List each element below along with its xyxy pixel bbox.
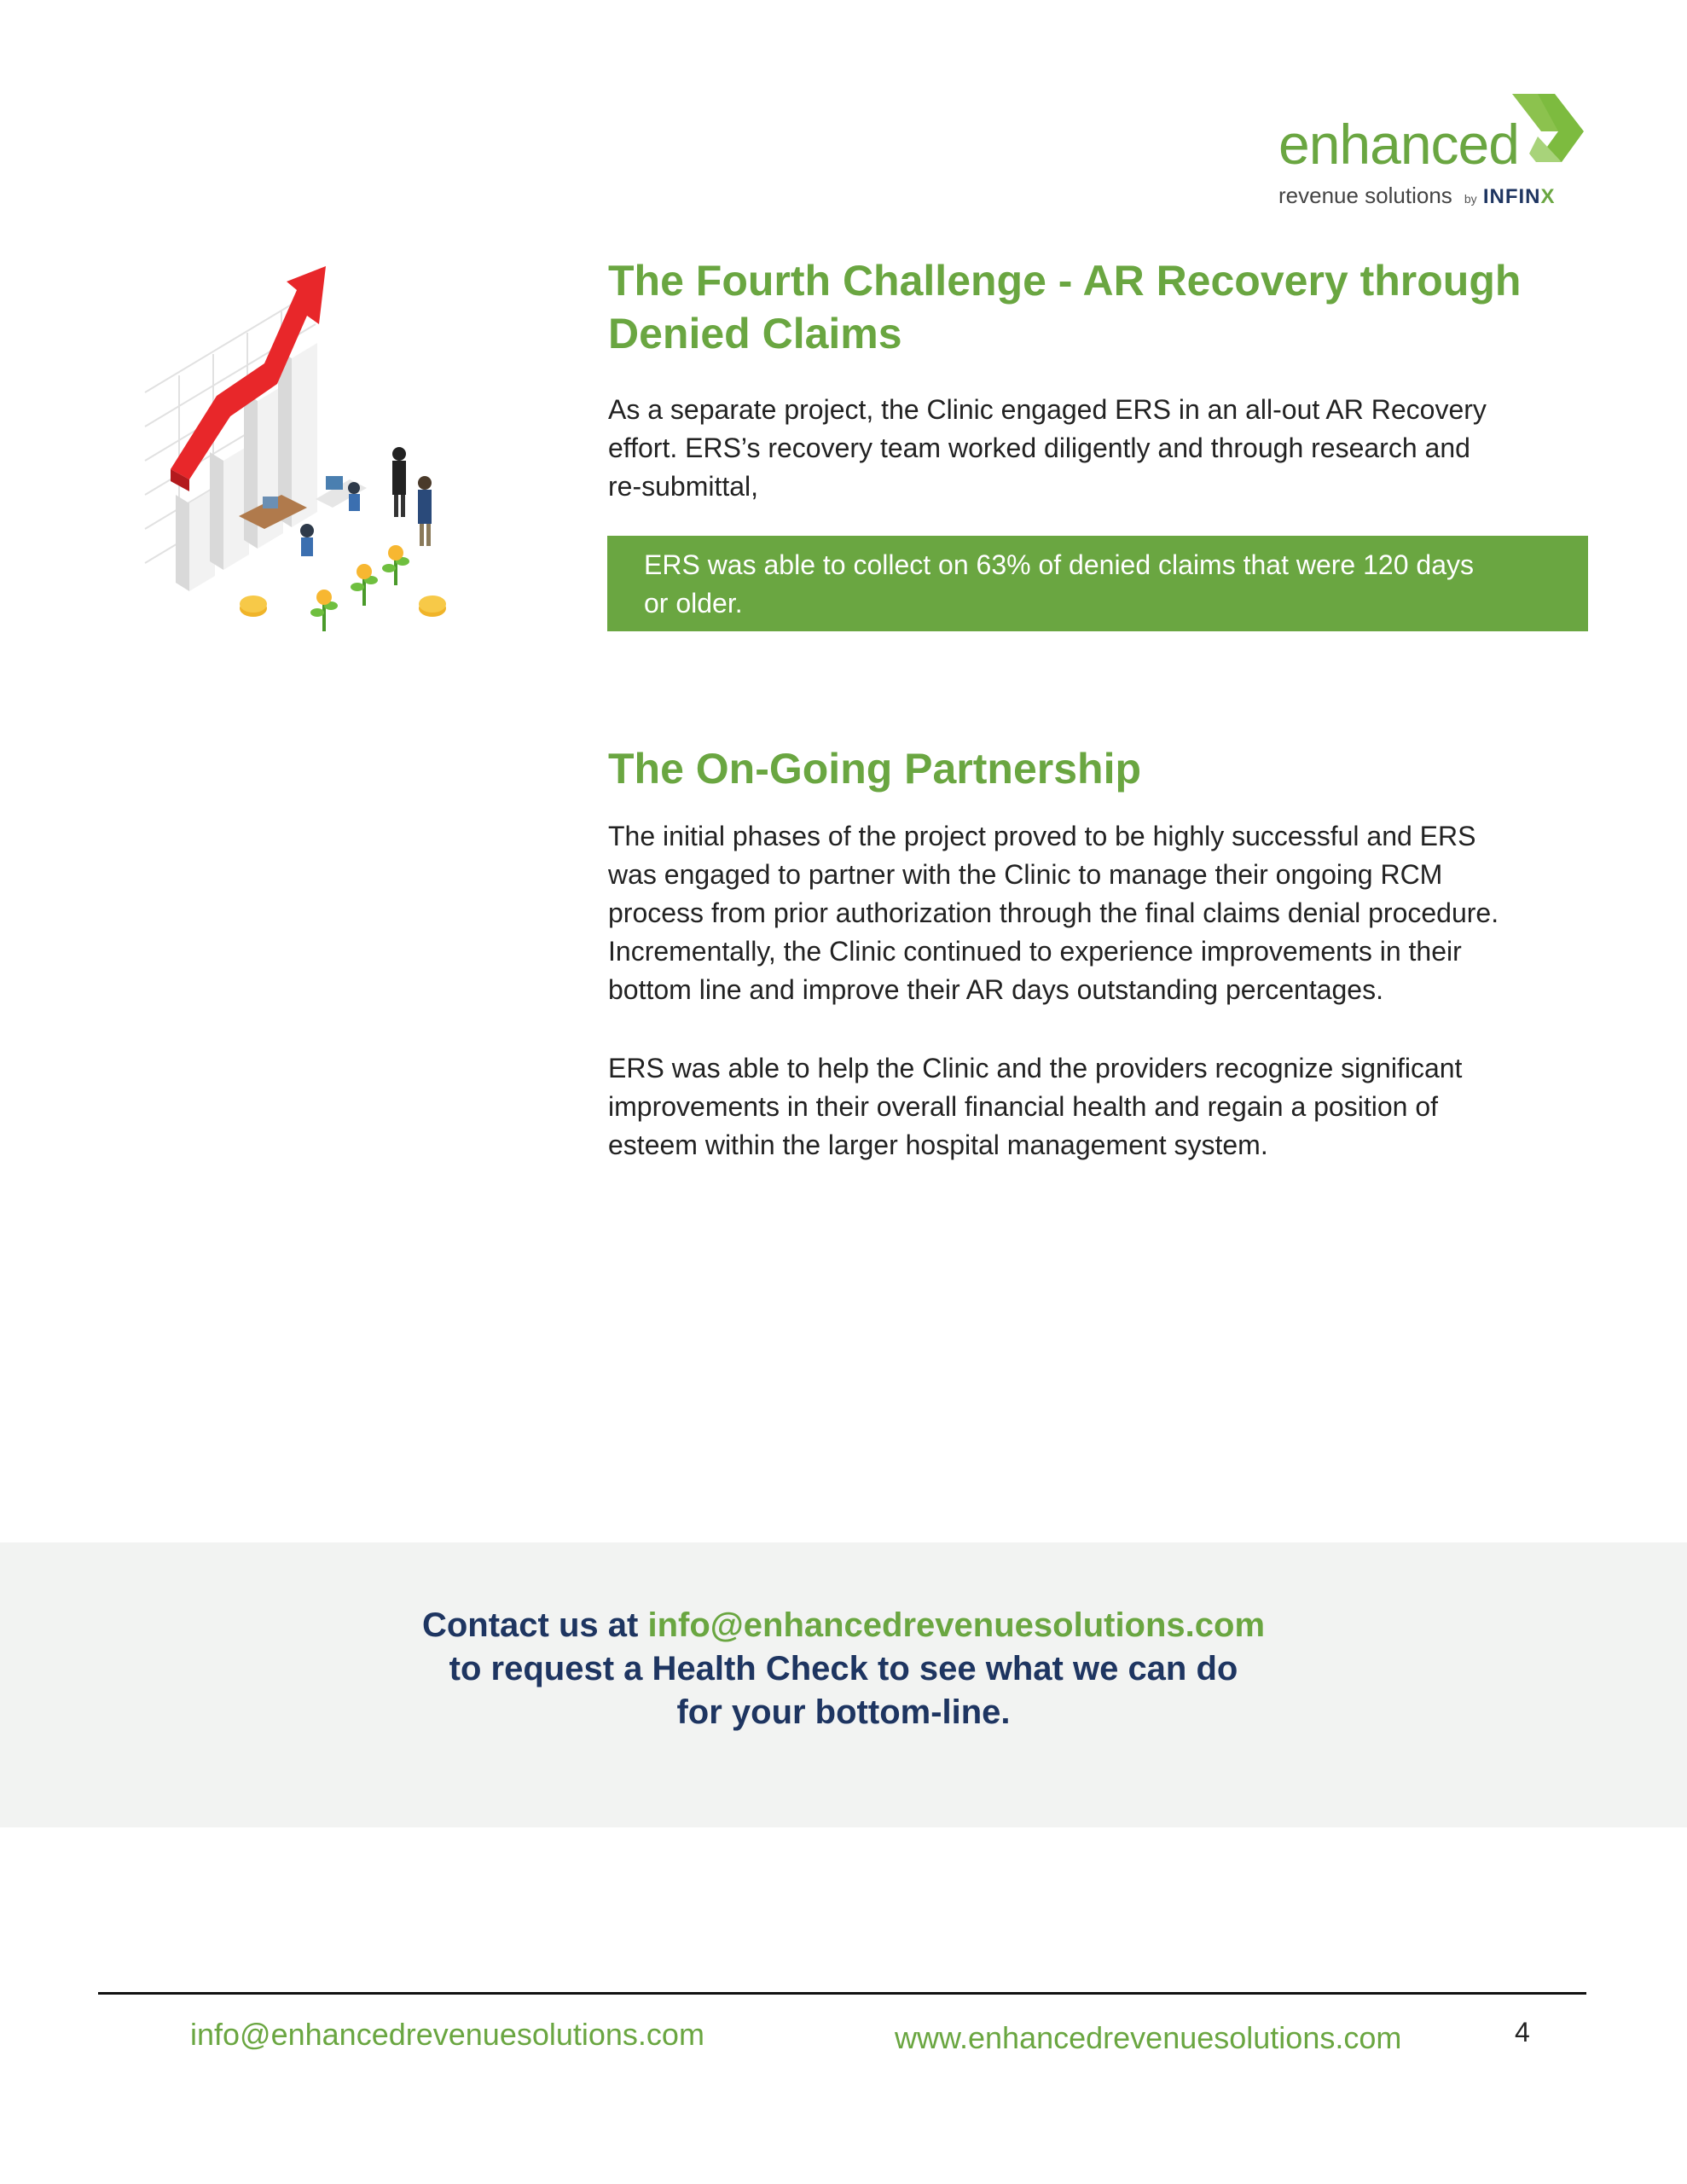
partnership-paragraph-2: ERS was able to help the Clinic and the providers recognize significant improvements in their overall financial health and regain a position of esteem within the larger hospital management system.	[608, 1053, 1463, 1160]
contact-banner	[0, 1542, 1687, 1827]
page-number: 4	[1515, 2017, 1530, 2048]
contact-line-3: for your bottom-line.	[676, 1693, 1011, 1731]
footer-website-link[interactable]: www.enhancedrevenuesolutions.com	[895, 2020, 1402, 2055]
contact-prefix: Contact us at	[421, 1606, 648, 1644]
logo-chevron-icon	[1512, 94, 1584, 171]
section-title-fourth-challenge: The Fourth Challenge - AR Recovery through Denied Claims	[608, 257, 1522, 357]
logo-by: by	[1464, 192, 1477, 206]
section-title-partnership: The On-Going Partnership	[608, 745, 1142, 793]
growth-chart-illustration-icon	[136, 256, 461, 648]
company-logo	[1275, 94, 1599, 213]
logo-partner: INFINX	[1482, 185, 1556, 208]
footer-email-link[interactable]: info@enhancedrevenuesolutions.com	[190, 2017, 704, 2052]
logo-tagline: revenue solutions	[1278, 183, 1452, 208]
contact-line-2: to request a Health Check to see what we can do	[449, 1650, 1238, 1687]
callout-highlight: ERS was able to collect on 63% of denied claims that were 120 days or older.	[607, 536, 1588, 631]
footer-divider	[98, 1992, 1586, 1995]
partnership-paragraph-1: The initial phases of the project proved to be highly successful and ERS was engaged to partner with the Clinic to manage their ongoing RCM process from prior authorization through the final claims denial procedure. Incrementally, the Clinic continued to experience improvements in their bottom line and improve their AR days outstanding percentages.	[608, 821, 1499, 1005]
logo-wordmark: enhanced	[1278, 113, 1519, 176]
fourth-challenge-body: As a separate project, the Clinic engaged ERS in an all-out AR Recovery effort. ERS’s recovery team worked diligently and through research and re-submittal,	[608, 394, 1487, 502]
contact-email-link[interactable]: info@enhancedrevenuesolutions.com	[647, 1606, 1266, 1644]
logo-tagline-row	[1278, 184, 1556, 207]
contact-text	[0, 1604, 1687, 1734]
